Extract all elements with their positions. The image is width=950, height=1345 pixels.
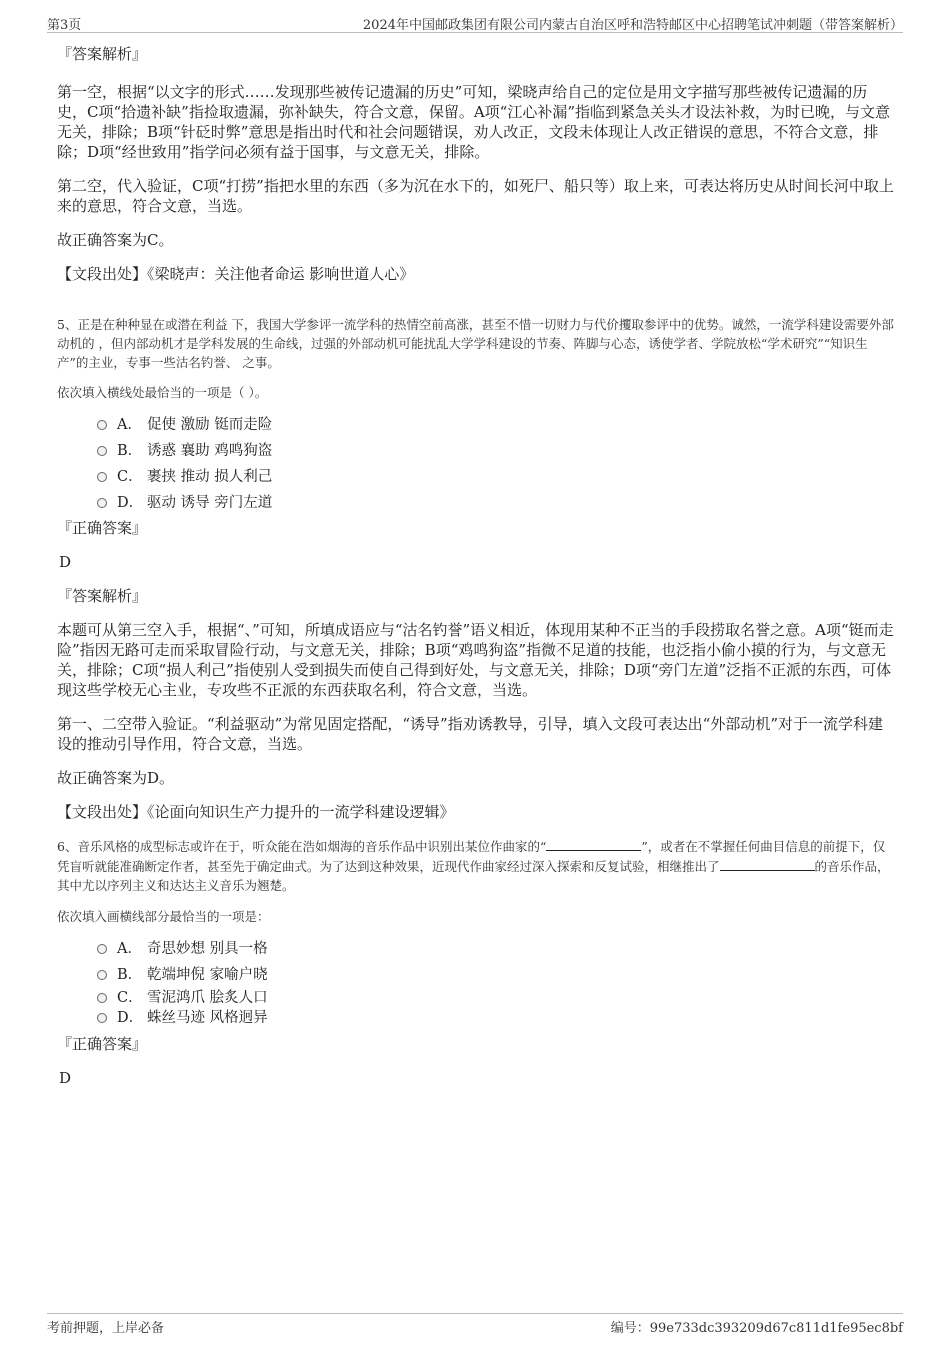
radio-icon[interactable] [97, 970, 107, 980]
question-prompt: 依次填入横线处最恰当的一项是（ ）。 [57, 385, 268, 400]
analysis-label: 『答案解析』 [57, 587, 148, 605]
analysis-paragraph: 第二空，代入验证，C项“打捞”指把水里的东西（多为沉在水下的，如死尸、船只等）取上来，可表达将历史从时间长河中取上来的意思，符合文意，当选。 [57, 177, 894, 215]
option-list [97, 412, 897, 516]
option-a[interactable]: A． 奇思妙想 别具一格 [97, 936, 897, 962]
question-text: 5、正是在种种显在或潜在利益 下，我国大学参评一流学科的热情空前高涨，甚至不惜一切财力与代价攫取参评中的优势。诚然，一流学科建设需要外部动机的 ，但内部动机才是学科发展的生命线，过强的外部动机可能扰乱大学学科建设的节奏、阵脚与心态，诱使学者、学院放松“学术研究”“知识生产”的主业，专事一些沽名钓誉、 之事。 [57, 317, 894, 370]
analysis-paragraph: 第一空，根据“以文字的形式……发现那些被传记遗漏的历史”可知，梁晓声给自己的定位是用文字描写那些被传记遗漏的历史，C项“拾遗补缺”指捡取遗漏，弥补缺失，符合文意，保留。A项“江心补漏”指临到紧急关头才设法补救，为时已晚，与文意无关，排除；B项“针砭时弊”意思是指出时代和社会问题错误，劝人改正，文段未体现让人改正错误的意思，不符合文意，排除；D项“经世致用”指学问必须有益于国事，与文意无关，排除。 [57, 83, 890, 161]
page-number: 第3页 [47, 18, 82, 33]
source-citation: 【文段出处】《论面向知识生产力提升的一流学科建设逻辑》 [57, 803, 455, 821]
radio-icon[interactable] [97, 944, 107, 954]
fill-blank [546, 836, 641, 851]
option-list [97, 936, 897, 1028]
option-d[interactable]: D． 蛛丝马迹 风格迥异 [97, 1008, 897, 1028]
document-body [57, 44, 897, 1102]
answer-conclusion: 故正确答案为C。 [57, 231, 174, 249]
option-d[interactable]: D． 驱动 诱导 旁门左道 [97, 490, 897, 516]
question-6 [57, 836, 897, 1087]
correct-answer-label: 『正确答案』 [57, 1035, 148, 1053]
prev-analysis-section [57, 44, 897, 284]
option-b[interactable]: B． 诱惑 襄助 鸡鸣狗盗 [97, 438, 897, 464]
page-header [47, 14, 903, 33]
question-5 [57, 315, 897, 822]
radio-icon[interactable] [97, 420, 107, 430]
option-c[interactable]: C． 雪泥鸿爪 脍炙人口 [97, 988, 897, 1008]
correct-answer: D [59, 1069, 72, 1087]
footer-slogan: 考前押题，上岸必备 [47, 1321, 165, 1336]
question-prompt: 依次填入画横线部分最恰当的一项是： [57, 909, 270, 924]
page-footer [47, 1313, 903, 1335]
fill-blank [720, 856, 815, 871]
answer-conclusion: 故正确答案为D。 [57, 769, 175, 787]
correct-answer-label: 『正确答案』 [57, 519, 148, 537]
source-citation: 【文段出处】《梁晓声：关注他者命运 影响世道人心》 [57, 265, 415, 283]
document-id: 编号：99e733dc393209d67c811d1fe95ec8bf [610, 1321, 903, 1336]
analysis-label: 『答案解析』 [57, 45, 148, 63]
option-a[interactable]: A． 促使 激励 铤而走险 [97, 412, 897, 438]
radio-icon[interactable] [97, 993, 107, 1003]
radio-icon[interactable] [97, 1013, 107, 1023]
correct-answer: D [59, 553, 72, 571]
option-c[interactable]: C． 裹挟 推动 损人利己 [97, 464, 897, 490]
radio-icon[interactable] [97, 446, 107, 456]
document-title: 2024年中国邮政集团有限公司内蒙古自治区呼和浩特邮区中心招聘笔试冲刺题（带答案解析） [362, 18, 903, 33]
analysis-paragraph: 第一、二空带入验证。“利益驱动”为常见固定搭配，“诱导”指劝诱教导，引导，填入文段可表达出“外部动机”对于一流学科建设的推动引导作用，符合文意，当选。 [57, 715, 884, 753]
radio-icon[interactable] [97, 472, 107, 482]
option-b[interactable]: B． 乾端坤倪 家喻户晓 [97, 962, 897, 988]
question-text: 6、音乐风格的成型标志或许在于，听众能在浩如烟海的音乐作品中识别出某位作曲家的“ ”，或者在不掌握任何曲目信息的前提下，仅凭盲听就能准确断定作者，甚至先于确定曲式。为了达到这种效果，近现代作曲家经过深入探索和反复试验，相继推出了 的音乐作品，其中尤以序列主义和达达主义音乐为翘楚。 [57, 836, 897, 895]
radio-icon[interactable] [97, 498, 107, 508]
analysis-paragraph: 本题可从第三空入手，根据“、”可知，所填成语应与“沽名钓誉”语义相近，体现用某种不正当的手段捞取名誉之意。A项“铤而走险”指因无路可走而采取冒险行动，与文意无关，排除；B项“鸡鸣狗盗”指微不足道的技能，也泛指小偷小摸的行为，与文意无关，排除；C项“损人利己”指使别人受到损失而使自己得到好处，与文意无关，排除；D项“旁门左道”泛指不正派的东西，可体现这些学校无心主业，专攻些不正派的东西获取名利，符合文意，当选。 [57, 621, 894, 699]
